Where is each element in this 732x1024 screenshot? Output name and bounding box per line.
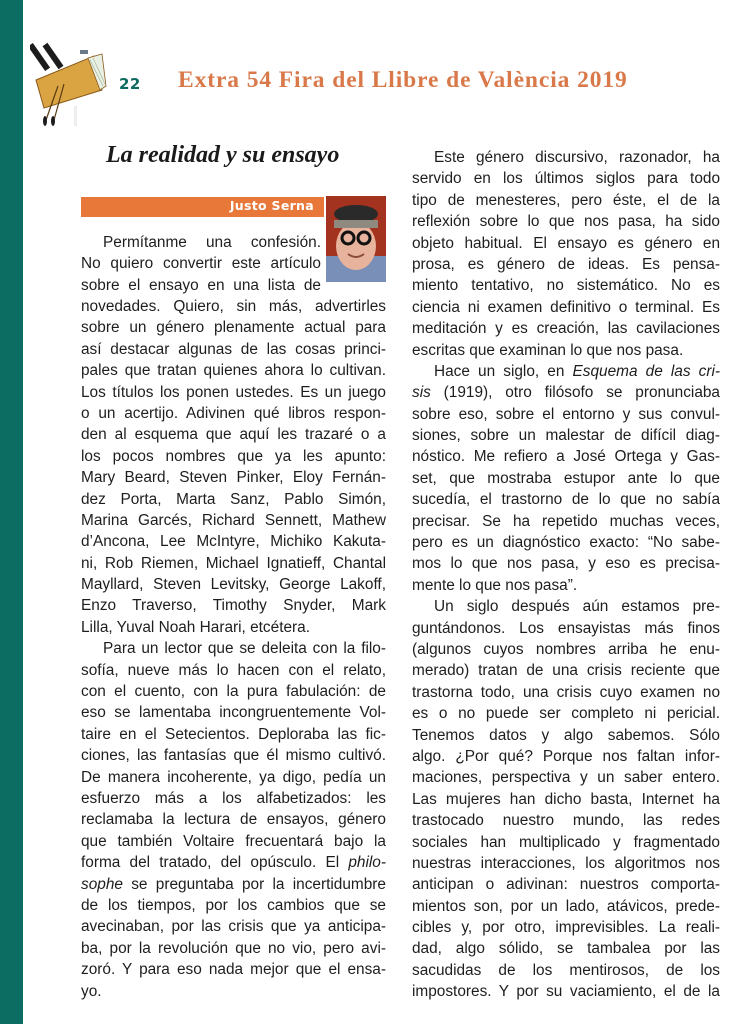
text-line: los pocos nombres que ya les apunto:	[81, 447, 386, 465]
page-number: 22	[119, 75, 141, 93]
text-line	[412, 382, 720, 403]
text-line	[412, 361, 720, 382]
text-line: Los títulos los ponen ustedes. Es un juego	[81, 383, 386, 401]
text-line: tipo de menesteres, pero éste, el de la	[412, 191, 720, 209]
text-run: (1919), otro filósofo se pronunciaba	[430, 384, 720, 402]
text-line: es o no puede ser completo ni pericial.	[412, 705, 720, 723]
italic-term: philo-	[348, 854, 386, 872]
text-line: servido en los últimos siglos para todo	[412, 170, 720, 188]
text-line: reflexión sobre lo que nos pasa, ha sido	[412, 213, 720, 231]
text-line: De manera incoherente, ya digo, pedía un	[81, 768, 386, 786]
text-line: zoró. Y para eso nada mejor que el ensa-	[81, 961, 386, 979]
text-line: Marina Garcés, Richard Sennett, Mathew	[81, 511, 386, 529]
author-name: Justo Serna	[229, 198, 314, 213]
book-title-italic: sis	[412, 384, 431, 402]
text-line: guntándonos. Los ensayistas más finos	[412, 619, 720, 637]
text-line: ni, Rob Riemen, Michael Ignatieff, Chantal	[81, 554, 386, 572]
text-line: anticipan o adivinan: nuestros comporta-	[412, 876, 720, 894]
text-line: Permítanme una confesión.	[103, 234, 321, 251]
text-line: Las mujeres han dicho basta, Internet ha	[412, 790, 720, 808]
text-line: set, que mostraba estupor ante lo que	[412, 469, 720, 487]
text-line: cibles y, por otro, imprevisibles. La reali-	[412, 919, 720, 937]
article-title: La realidad y su ensayo	[106, 142, 340, 168]
text-line: precisar. Se ha repetido muchas veces,	[412, 512, 720, 530]
text-line: algo. ¿Por qué? Porque nos faltan infor-	[412, 747, 720, 765]
text-line	[81, 874, 386, 895]
text-line: Un siglo después aún estamos pre-	[434, 598, 720, 616]
text-line: Este género discursivo, razonador, ha	[434, 149, 720, 166]
text-line: siones, sobre un malestar de difícil diag-	[412, 427, 720, 445]
right-column	[412, 147, 720, 1003]
text-line: yo.	[81, 982, 102, 1000]
text-run: Hace un siglo, en	[434, 362, 573, 380]
text-line: den al esquema que aquí les trazaré o a	[81, 426, 386, 444]
text-line: reclamaba la lectura de ensayos, género	[81, 811, 386, 829]
text-line	[81, 852, 386, 873]
text-line: dad, algo sólido, se tambalea por las	[412, 940, 720, 958]
text-line: de los tiempos, por los cambios que se	[81, 896, 386, 914]
text-line: avecinaban, por las crisis que ya anticipa-	[81, 918, 386, 936]
text-line: nóstico. Me refiero a José Ortega y Gas-	[412, 448, 720, 466]
text-line: Enzo Traverso, Timothy Snyder, Mark	[81, 597, 386, 615]
text-line: meditación y es creación, las cavilaciones	[412, 320, 720, 338]
text-line: ba, por la revolución que no vio, pero avi-	[81, 939, 386, 957]
text-line: sucedía, el trastorno de lo que no sabía	[412, 491, 720, 509]
text-line: (algunos cuyos nombres arriba he enu-	[412, 640, 720, 658]
text-line: novedades. Quiero, sin más, advertirles	[81, 298, 386, 315]
text-line: trastorna todo, una crisis cuyo examen no	[412, 683, 720, 701]
author-byline-bar	[81, 197, 324, 217]
italic-term: sophe	[81, 875, 123, 893]
text-line: mientos son, por un lado, atávicos, prede-	[412, 897, 720, 915]
text-line: Para un lector que se deleita con la filo-	[103, 640, 386, 658]
text-line: pero es un diagnóstico exacto: “No sabe-	[412, 534, 720, 552]
text-line: sociales han multiplicado y fragmentado	[412, 833, 720, 851]
text-line: objeto habitual. El ensayo es género en	[412, 234, 720, 252]
text-line: merado) tratan de una crisis reciente que	[412, 662, 720, 680]
text-run: se preguntaba por la incertidumbre	[122, 875, 386, 893]
text-line: dez Porta, Marta Sanz, Pablo Simón,	[81, 490, 386, 508]
text-line: que también Voltaire frecuentará bajo la	[81, 832, 386, 850]
text-line: ciencia ni examen definitivo o terminal. Es	[412, 298, 720, 316]
text-line: nuestras interacciones, los algoritmos nos	[412, 854, 720, 872]
text-line: con el cuento, con la pura fabulación: de	[81, 683, 386, 701]
text-line: Mary Beard, Steven Pinker, Eloy Fernán-	[81, 469, 386, 487]
text-line: mos lo que nos pasa, y eso es precisa-	[412, 555, 720, 573]
text-line: trastocado nuestro mundo, las redes	[412, 812, 720, 830]
side-color-bar	[0, 0, 23, 1024]
text-line: así destacar algunas de las cosas princi-	[81, 340, 386, 358]
left-column-paragraph-1	[81, 296, 386, 1002]
text-line: sofía, nueve más lo hacen con el relato,	[81, 661, 386, 679]
text-line: d’Ancona, Lee McIntyre, Michiko Kakuta-	[81, 533, 386, 551]
text-line: o un acertijo. Adivinen qué libros respon-	[81, 404, 386, 422]
text-line: eso se lamentaba incongruentemente Vol-	[81, 704, 386, 722]
text-line: escritas que examinan lo que nos pasa.	[412, 341, 684, 359]
text-line: miento tentativo, no sistemático. No es	[412, 277, 720, 295]
text-line: sobre un género plenamente actual para	[81, 319, 386, 337]
text-line: taire en el Setecientos. Deploraba las fic-	[81, 725, 386, 743]
text-line: prosa, es género de ideas. Es pensa-	[412, 255, 720, 273]
text-line: ciones, las fantasías que él mismo cultivó.	[81, 747, 386, 765]
text-run: forma del tratado, del opúsculo. El	[81, 854, 349, 872]
text-line: maciones, perspectiva y un saber entero.	[412, 769, 720, 787]
book-ship-illustration-icon	[30, 28, 110, 128]
text-line: impostores. Y por su vaciamiento, el de la	[412, 983, 720, 1001]
author-photo	[326, 196, 386, 282]
text-line: Tenemos datos y algo sabemos. Sólo	[412, 726, 720, 744]
text-line: mente lo que nos pasa”.	[412, 576, 578, 594]
text-line: Lilla, Yuval Noah Harari, etcétera.	[81, 618, 310, 636]
running-title: Extra 54 Fira del Llibre de València 2019	[178, 67, 628, 93]
text-line: No quiero convertir este artículo	[81, 255, 321, 273]
book-title-italic: Esquema de las cri-	[572, 362, 720, 380]
text-line: esfuerzo más a los alfabetizados: les	[81, 789, 386, 807]
text-line: sacudidas de los mentirosos, de los	[412, 961, 720, 979]
text-line: pales que tratan quienes ahora lo cultivan.	[81, 362, 386, 380]
text-line: Mayllard, Steven Levitsky, George Lakoff,	[81, 576, 386, 594]
text-line: sobre eso, sobre el entorno y sus convul-	[412, 405, 720, 423]
text-line: sobre el ensayo en una lista de	[81, 276, 321, 294]
left-column-intro	[81, 232, 321, 296]
